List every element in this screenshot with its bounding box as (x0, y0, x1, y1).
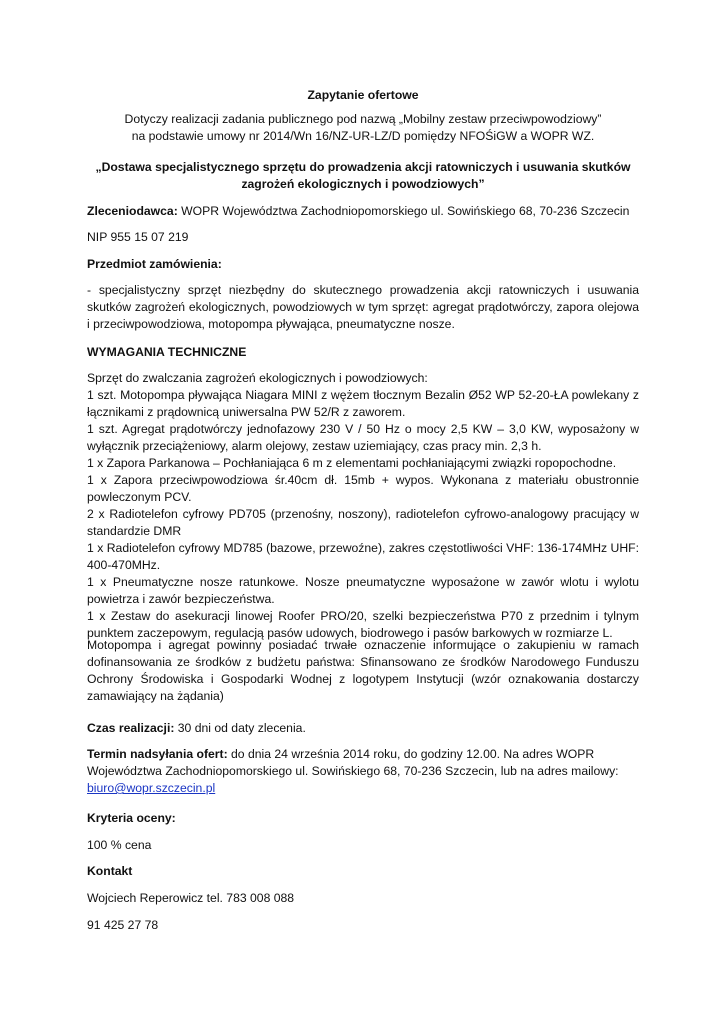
tech-item: 1 x Pneumatyczne nosze ratunkowe. Nosze pneumatyczne wyposażone w zawór wlotu i wylotu powietrza i zawór bezpieczeństwa. (87, 575, 639, 606)
tech-list (87, 370, 639, 642)
intro-block (87, 111, 639, 145)
order-text: - specjalistyczny sprzęt niezbędny do skutecznego prowadzenia akcji ratowniczych i usuwania skutków zagrożeń ekologicznych, powodziowych w tym sprzęt: agregat prądotwórczy, zapora olejowa i przeciwpowodziowa, motopompa pływająca, pneumatyczne nosze. (87, 283, 639, 331)
subject-title-line-1: „Dostawa specjalistycznego sprzętu do prowadzenia akcji ratowniczych i usuwania skutków (95, 160, 631, 174)
subject-title (87, 159, 639, 193)
document-title: Zapytanie ofertowe (307, 88, 419, 102)
subject-title-line-2: zagrożeń ekologicznych i powodziowych” (241, 177, 485, 191)
tech-item: 1 szt. Motopompa pływająca Niagara MINI z wężem tłocznym Bezalin Ø52 WP 52-20-ŁA powlekany z łącznikami z prądownicą uniwersalna PW 52/R z zaworem. (87, 388, 639, 419)
contact-person: Wojciech Reperowicz tel. 783 008 088 (87, 891, 295, 905)
order-heading: Przedmiot zamówienia: (87, 257, 222, 271)
client-line (87, 203, 639, 220)
criteria-value: 100 % cena (87, 838, 152, 852)
submission-label: Termin nadsyłania ofert: (87, 747, 228, 761)
submission-value: do dnia 24 września 2014 roku, do godziny 12.00. Na adres WOPR Województwa Zachodniopomorskiego ul. Sowińskiego 68, 70-236 Szczecin, lub na adres mailowy: (87, 747, 619, 778)
tech-item: 1 x Zapora Parkanowa – Pochłaniająca 6 m z elementami pochłaniającymi związki ropopochodne. (87, 456, 617, 470)
contact-phone: 91 425 27 78 (87, 918, 159, 932)
tech-item: 1 x Radiotelefon cyfrowy MD785 (bazowe, przewoźne), zakres częstotliwości VHF: 136-174MHz UHF: 400-470MHz. (87, 541, 639, 572)
contact-heading: Kontakt (87, 864, 133, 878)
deadline-line (87, 720, 639, 737)
tech-heading: WYMAGANIA TECHNICZNE (87, 345, 247, 359)
marking-note: Motopompa i agregat powinny posiadać trwałe oznaczenie informujące o zakupieniu w ramach dofinansowania ze środków z budżetu państwa: Sfinansowano ze środków Narodowego Funduszu Ochrony Środowiska i Gospodarki Wodnej z logotypem Instytucji (wzór oznakowania dostarczy zamawiający na żądania) (87, 638, 639, 703)
email-link[interactable]: biuro@wopr.szczecin.pl (87, 781, 216, 795)
intro-line-1: Dotyczy realizacji zadania publicznego pod nazwą „Mobilny zestaw przeciwpowodziowy” (124, 112, 602, 126)
criteria-heading: Kryteria oceny: (87, 811, 176, 825)
tech-item: 1 x Zestaw do asekuracji linowej Roofer PRO/20, szelki bezpieczeństwa P70 z przednim i tylnym punktem zaczepowym, regulacją pasów udowych, biodrowego i pasów barkowych w rozmiarze L. (87, 609, 639, 640)
tech-item: 1 x Zapora przeciwpowodziowa śr.40cm dł. 15mb + wypos. Wykonana z materiału obustronnie powleczonym PCV. (87, 473, 639, 504)
client-label: Zleceniodawca: (87, 204, 178, 218)
client-value: WOPR Województwa Zachodniopomorskiego ul. Sowińskiego 68, 70-236 Szczecin (177, 204, 630, 218)
intro-line-2: na podstawie umowy nr 2014/Wn 16/NZ-UR-LZ/D pomiędzy NFOŚiGW a WOPR WZ. (131, 129, 595, 143)
tech-item: Sprzęt do zwalczania zagrożeń ekologicznych i powodziowych: (87, 371, 428, 385)
deadline-label: Czas realizacji: (87, 721, 175, 735)
nip-line: NIP 955 15 07 219 (87, 230, 189, 244)
tech-item: 2 x Radiotelefon cyfrowy PD705 (przenośny, noszony), radiotelefon cyfrowo-analogowy pracujący w standardzie DMR (87, 507, 639, 538)
deadline-value: 30 dni od daty zlecenia. (174, 721, 306, 735)
tech-item: 1 szt. Agregat prądotwórczy jednofazowy 230 V / 50 Hz o mocy 2,5 KW – 3,0 KW, wyposażony w wyłącznik przeciążeniowy, alarm olejowy, zestaw uziemiający, czas pracy min. 2,3 h. (87, 422, 639, 453)
submission-block (87, 746, 639, 797)
